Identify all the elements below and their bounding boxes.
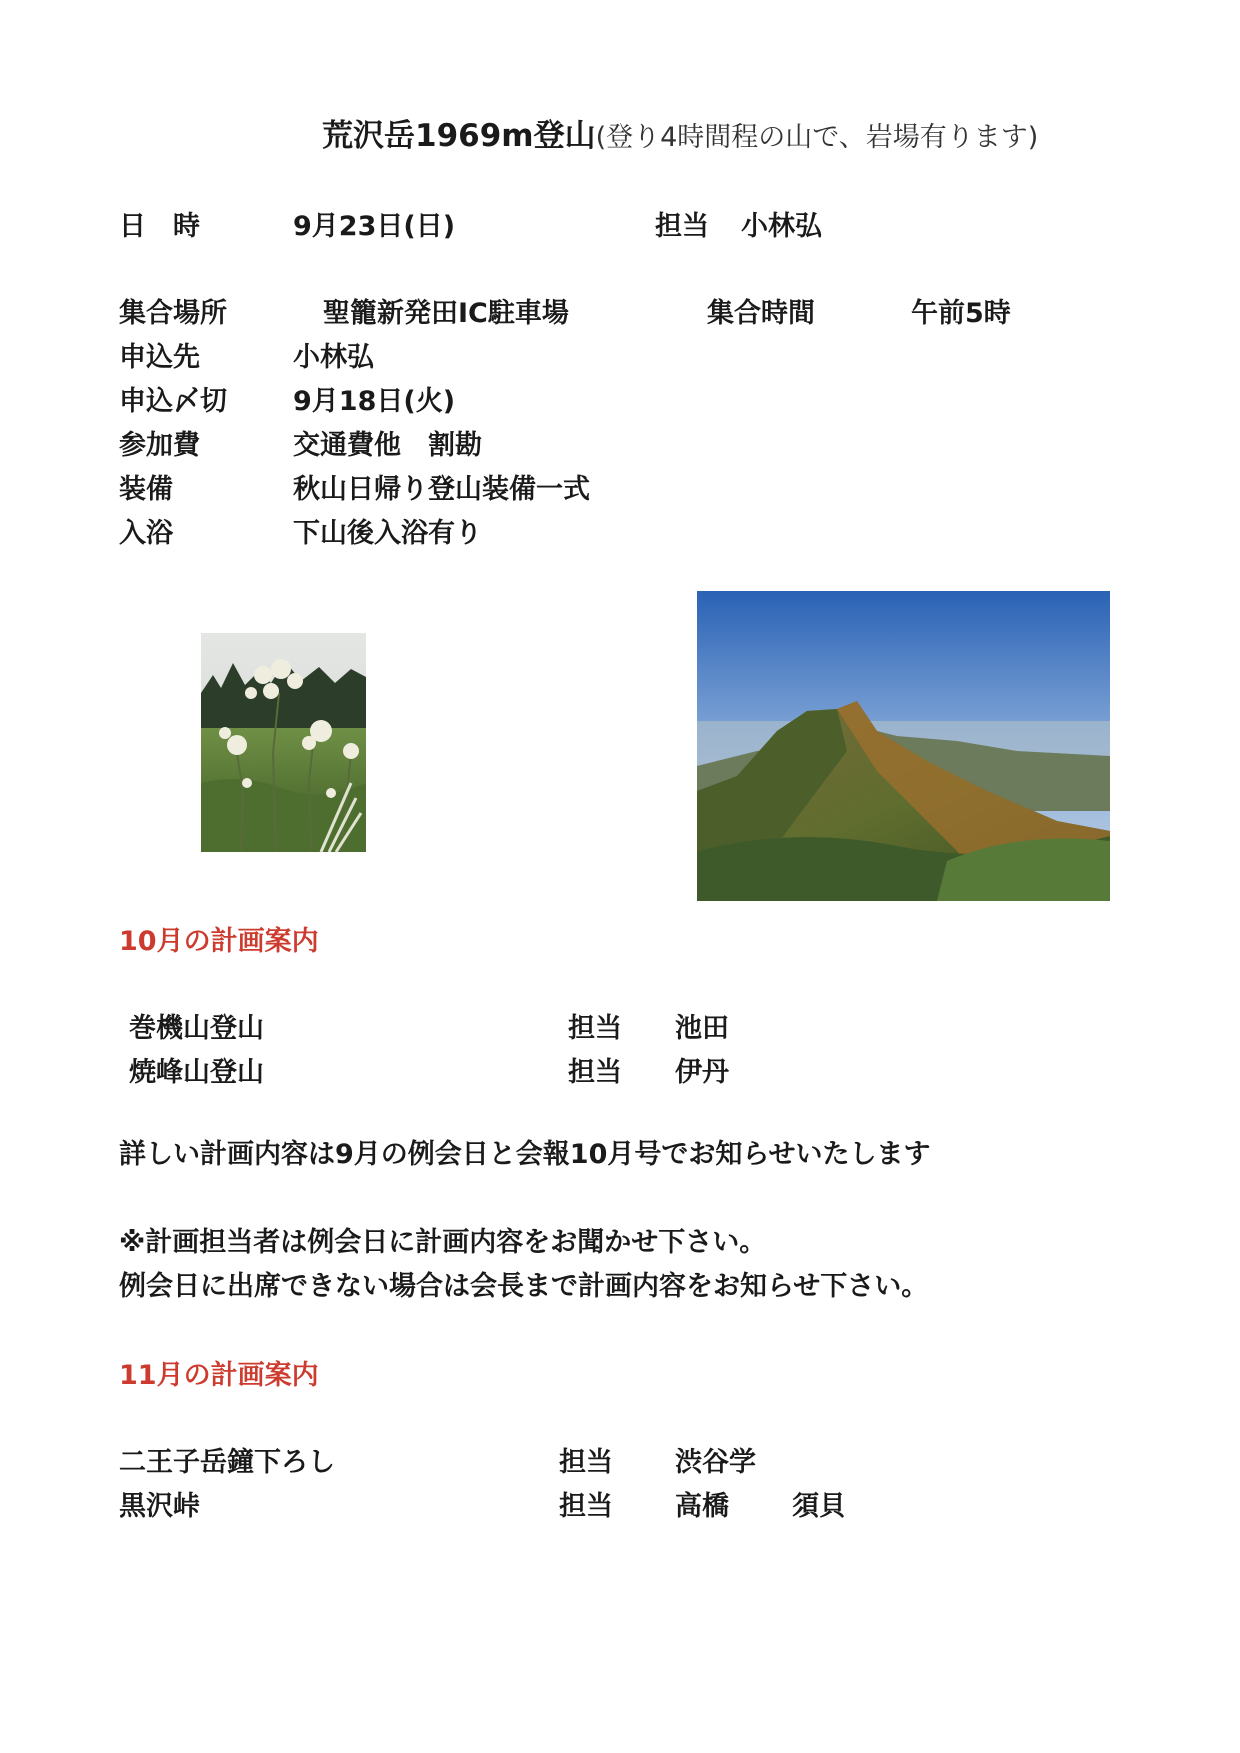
october-heading: 10月の計画案内 [119,926,319,957]
title-note: (登り4時間程の山で、岩場有ります) [595,122,1039,153]
november-plan-1-name: 二王子岳鐘下ろし [119,1447,335,1478]
mountain-photo-drawing [697,591,1110,901]
october-reminder-1: ※計画担当者は例会日に計画内容をお聞かせ下さい。 [119,1227,767,1258]
october-plan-1-leader: 池田 [675,1013,729,1044]
page-title [322,118,1039,154]
october-plan-1-role: 担当 [568,1013,622,1044]
november-plan-2-leader-2: 須貝 [792,1491,846,1522]
october-plan-1-name: 巻機山登山 [129,1013,264,1044]
october-plan-2-leader: 伊丹 [675,1057,729,1088]
november-plan-2-leader: 高橋 [675,1491,729,1522]
fee-value: 交通費他 割勘 [293,430,482,461]
october-reminder-2: 例会日に出席できない場合は会長まで計画内容をお知らせ下さい。 [119,1271,929,1302]
leader-value: 小林弘 [741,211,822,242]
meet-time-value: 午前5時 [911,298,1011,329]
november-plan-1-leader: 渋谷学 [675,1447,756,1478]
date-label: 日 時 [119,211,200,242]
apply-to-label: 申込先 [119,342,200,373]
bath-label: 入浴 [119,518,173,549]
november-plan-2-role: 担当 [559,1491,613,1522]
fee-label: 参加費 [119,430,200,461]
meet-time-label: 集合時間 [707,298,815,329]
apply-to-value: 小林弘 [293,342,374,373]
meet-place-label: 集合場所 [119,298,227,329]
gear-label: 装備 [119,474,173,505]
gear-value: 秋山日帰り登山装備一式 [293,474,590,505]
november-plan-2-name: 黒沢峠 [119,1491,200,1522]
leader-label: 担当 [655,211,709,242]
deadline-value: 9月18日(火) [293,386,456,417]
october-plan-2-role: 担当 [568,1057,622,1088]
meet-place-value: 聖籠新発田IC駐車場 [323,298,569,329]
november-plan-1-role: 担当 [559,1447,613,1478]
bath-value: 下山後入浴有り [293,518,482,549]
title-main: 荒沢岳1969m登山 [322,118,596,154]
deadline-label: 申込〆切 [119,386,227,417]
mountain-photo [697,591,1110,901]
date-value: 9月23日(日) [293,211,456,242]
november-heading: 11月の計画案内 [119,1360,319,1391]
october-plan-2-name: 焼峰山登山 [129,1057,264,1088]
october-notice: 詳しい計画内容は9月の例会日と会報10月号でお知らせいたします [119,1139,931,1170]
flower-photo [201,633,366,852]
flower-photo-drawing [201,633,366,852]
